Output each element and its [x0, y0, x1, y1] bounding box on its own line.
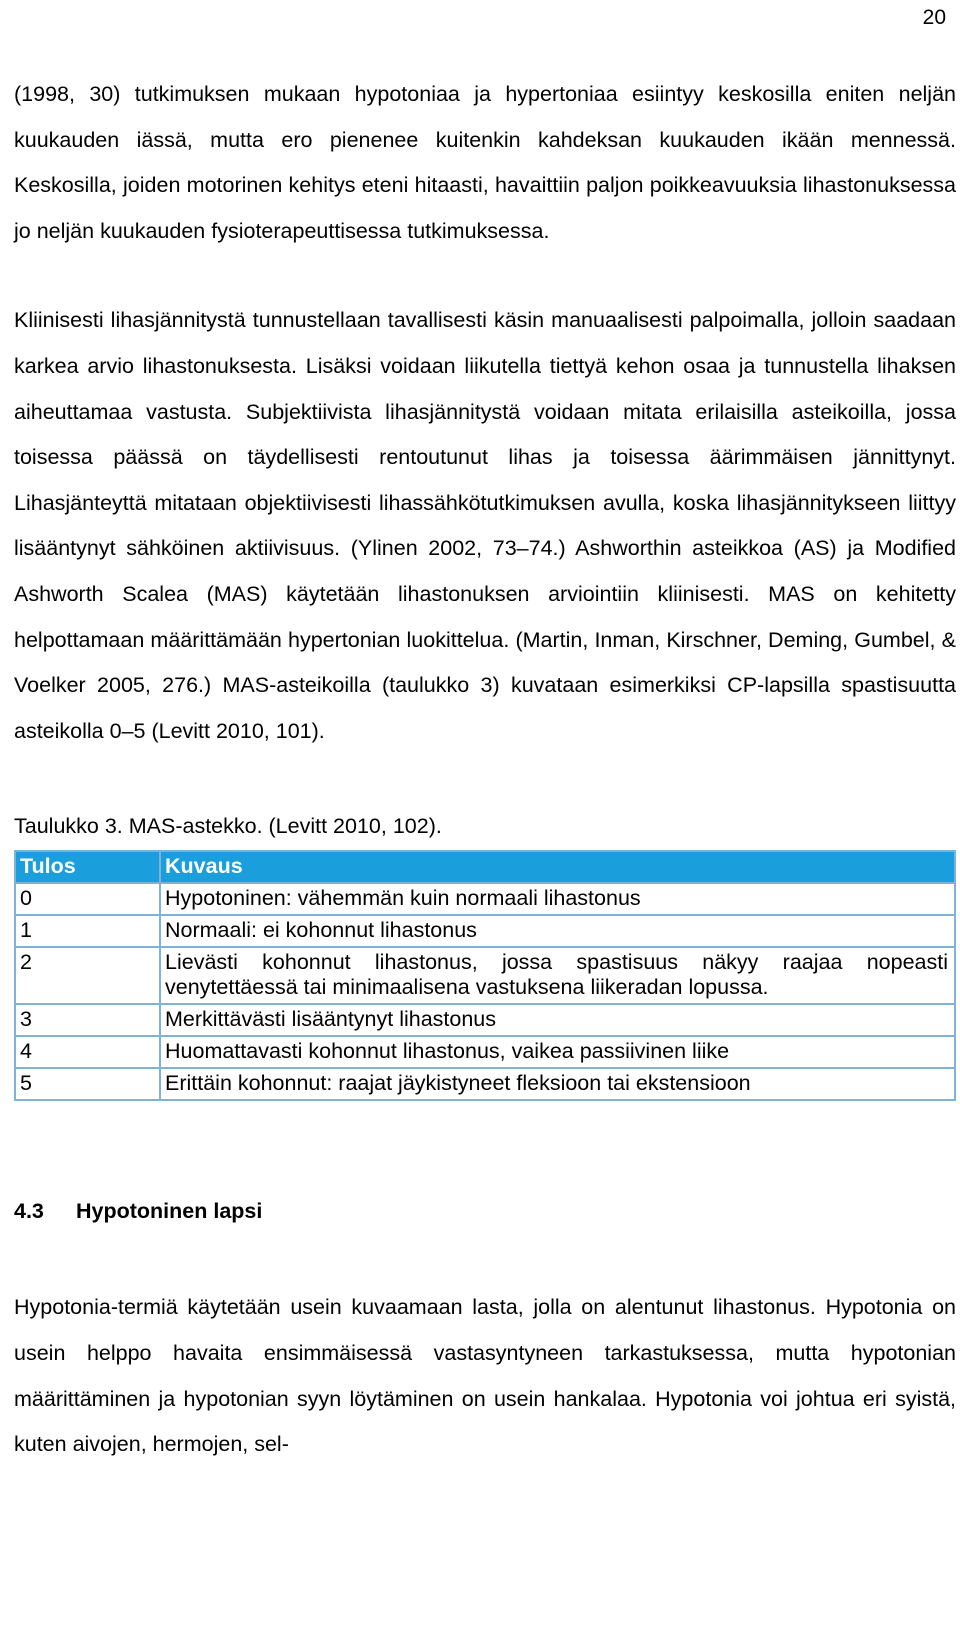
- table-row: [15, 1036, 955, 1068]
- description-cell: Lievästi kohonnut lihastonus, jossa spastisuus näkyy raajaa nopeasti venytettäessä tai minimaalisena vastuksena liikeradan lopussa.: [160, 947, 955, 1004]
- header-kuvaus: Kuvaus: [160, 851, 955, 883]
- table-row: [15, 883, 955, 915]
- table-header-row: [15, 851, 955, 883]
- score-cell: 0: [15, 883, 160, 915]
- description-cell: Normaali: ei kohonnut lihastonus: [160, 915, 955, 947]
- mas-table: [14, 850, 956, 1101]
- section-title: Hypotoninen lapsi: [76, 1199, 263, 1224]
- section-heading: [14, 1197, 956, 1225]
- table-row: [15, 915, 955, 947]
- score-cell: 3: [15, 1004, 160, 1036]
- page-number: 20: [922, 6, 946, 29]
- table-row: [15, 1004, 955, 1036]
- paragraph-1: (1998, 30) tutkimuksen mukaan hypotoniaa ja hypertoniaa esiintyy keskosilla eniten neljän kuukauden iässä, mutta ero pienenee kuitenkin kahdeksan kuukauden ikään mennessä. Keskosilla, joiden motorinen kehitys eteni hitaasti, havaittiin paljon poikkeavuuksia lihastonuksessa jo neljän kuukauden fysioterapeuttisessa tutkimuksessa.: [14, 82, 956, 243]
- table-row: [15, 1068, 955, 1100]
- description-cell: Merkittävästi lisääntynyt lihastonus: [160, 1004, 955, 1036]
- score-cell: 1: [15, 915, 160, 947]
- document-body: [14, 72, 956, 1468]
- description-cell: Huomattavasti kohonnut lihastonus, vaikea passiivinen liike: [160, 1036, 955, 1068]
- section-number: 4.3: [14, 1199, 44, 1224]
- paragraph-3: Hypotonia-termiä käytetään usein kuvaamaan lasta, jolla on alentunut lihastonus. Hypotonia on usein helppo havaita ensimmäisessä vastasyntyneen tarkastuksessa, mutta hypotonian määrittäminen ja hypotonian syyn löytäminen on usein hankalaa. Hypotonia voi johtua eri syistä, kuten aivojen, hermojen, sel-: [14, 1295, 956, 1457]
- header-tulos: Tulos: [15, 851, 160, 883]
- table-row: [15, 947, 955, 1004]
- paragraph-2: Kliinisesti lihasjännitystä tunnustellaan tavallisesti käsin manuaalisesti palpoimalla, jolloin saadaan karkea arvio lihastonuksesta. Lisäksi voidaan liikutella tiettyä kehon osaa ja tunnustella lihaksen aiheuttamaa vastusta. Subjektiivista lihasjännitystä voidaan mitata erilaisilla asteikoilla, jossa toisessa päässä on täydellisesti rentoutunut lihas ja toisessa äärimmäisen jännittynyt. Lihasjänteyttä mitataan objektiivisesti lihassähkötutkimuksen avulla, koska lihasjännitykseen liittyy lisääntynyt sähköinen aktiivisuus. (Ylinen 2002, 73–74.) Ashworthin asteikkoa (AS) ja Modified Ashworth Scalea (MAS) käytetään lihastonuksen arviointiin kliinisesti. MAS on kehitetty helpottamaan määrittämään hypertonian luokittelua. (Martin, Inman, Kirschner, Deming, Gumbel, & Voelker 2005, 276.) MAS-asteikoilla (taulukko 3) kuvataan esimerkiksi CP-lapsilla spastisuutta asteikolla 0–5 (Levitt 2010, 101).: [14, 308, 956, 743]
- score-cell: 2: [15, 947, 160, 1004]
- score-cell: 5: [15, 1068, 160, 1100]
- table-caption: Taulukko 3. MAS-astekko. (Levitt 2010, 102).: [14, 814, 442, 839]
- score-cell: 4: [15, 1036, 160, 1068]
- description-cell: Erittäin kohonnut: raajat jäykistyneet fleksioon tai ekstensioon: [160, 1068, 955, 1100]
- description-cell: Hypotoninen: vähemmän kuin normaali lihastonus: [160, 883, 955, 915]
